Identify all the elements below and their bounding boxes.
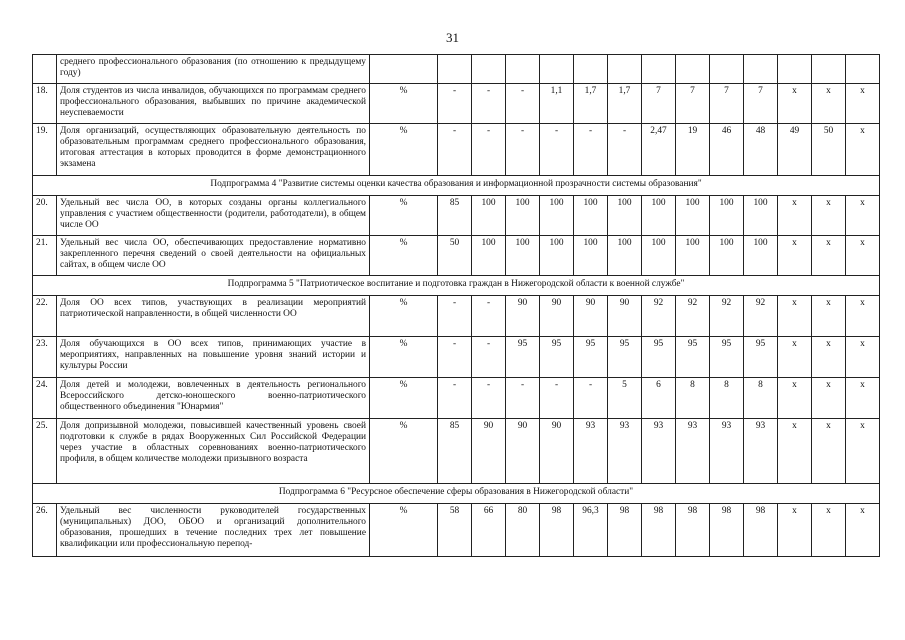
value-cell: - [574,378,608,419]
value-cell: 93 [676,419,710,484]
value-cell [574,55,608,84]
subprogram-heading: Подпрограмма 4 "Развитие системы оценки качества образования и информационной прозрачности системы образования" [33,176,880,196]
value-cell: 85 [438,196,472,236]
value-cell: 100 [710,236,744,276]
indicator-name: Доля организаций, осуществляющих образовательную деятельность по образовательным программам среднего профессионального образования, итоговая аттестация в которых проводится в форме демонстрационного экзамена [57,124,370,176]
unit-cell: % [370,236,438,276]
value-cell: 50 [812,124,846,176]
value-cell: 95 [744,337,778,378]
value-cell: 8 [744,378,778,419]
value-cell: 100 [574,196,608,236]
value-cell: х [846,84,880,124]
value-cell: х [812,504,846,557]
value-cell: - [472,337,506,378]
value-cell: - [472,84,506,124]
value-cell: х [778,419,812,484]
value-cell: х [812,419,846,484]
table-row [33,236,880,276]
table-row [33,419,880,484]
row-number: 19. [33,124,57,176]
value-cell: - [540,378,574,419]
row-number [33,55,57,84]
value-cell: 1,1 [540,84,574,124]
value-cell: 7 [676,84,710,124]
value-cell: 96,3 [574,504,608,557]
value-cell: х [812,84,846,124]
value-cell: х [846,236,880,276]
value-cell: 95 [676,337,710,378]
value-cell: х [812,236,846,276]
unit-cell: % [370,337,438,378]
indicator-table [32,54,880,557]
unit-cell [370,55,438,84]
row-number: 18. [33,84,57,124]
subprogram-heading-row [33,484,880,504]
value-cell: 2,47 [642,124,676,176]
value-cell: 58 [438,504,472,557]
value-cell: 100 [506,236,540,276]
value-cell: 100 [744,196,778,236]
value-cell [846,55,880,84]
indicator-name: среднего профессионального образования (по отношению к предыдущему году) [57,55,370,84]
value-cell: 100 [472,196,506,236]
value-cell [642,55,676,84]
row-number: 20. [33,196,57,236]
value-cell: х [812,337,846,378]
value-cell: 93 [744,419,778,484]
indicator-name: Доля студентов из числа инвалидов, обучающихся по программам среднего профессионального образования, выбывших по причине академической неуспеваемости [57,84,370,124]
table-row [33,378,880,419]
value-cell [506,55,540,84]
value-cell: 100 [472,236,506,276]
value-cell: 5 [608,378,642,419]
value-cell [438,55,472,84]
value-cell: - [438,378,472,419]
subprogram-heading: Подпрограмма 6 "Ресурсное обеспечение сферы образования в Нижегородской области" [33,484,880,504]
value-cell: х [846,196,880,236]
value-cell: 93 [608,419,642,484]
value-cell: 98 [676,504,710,557]
value-cell [778,55,812,84]
value-cell: 93 [710,419,744,484]
row-number: 26. [33,504,57,557]
row-number: 24. [33,378,57,419]
value-cell: - [506,84,540,124]
value-cell: 19 [676,124,710,176]
value-cell: - [506,378,540,419]
value-cell: - [540,124,574,176]
value-cell: 100 [642,236,676,276]
value-cell: 95 [642,337,676,378]
value-cell: 90 [540,419,574,484]
value-cell: 100 [710,196,744,236]
value-cell: х [846,378,880,419]
table-row [33,337,880,378]
value-cell: 90 [574,296,608,337]
unit-cell: % [370,196,438,236]
value-cell: 92 [710,296,744,337]
value-cell [540,55,574,84]
value-cell: 100 [676,236,710,276]
unit-cell: % [370,84,438,124]
row-number: 23. [33,337,57,378]
value-cell: 90 [506,419,540,484]
value-cell: - [438,124,472,176]
value-cell: 85 [438,419,472,484]
value-cell: 92 [676,296,710,337]
value-cell: х [846,124,880,176]
unit-cell: % [370,124,438,176]
subprogram-heading-row [33,276,880,296]
value-cell: 49 [778,124,812,176]
value-cell: 92 [642,296,676,337]
value-cell: - [438,296,472,337]
value-cell: 90 [472,419,506,484]
value-cell: - [438,337,472,378]
value-cell: - [472,378,506,419]
value-cell: 98 [710,504,744,557]
table-row [33,296,880,337]
value-cell: 1,7 [608,84,642,124]
table-row [33,55,880,84]
indicator-name: Удельный вес числа ОО, обеспечивающих предоставление нормативно закрепленного перечня сведений о своей деятельности на официальных сайтах, в общем числе ОО [57,236,370,276]
page-number: 31 [446,30,459,45]
indicator-name: Удельный вес числа ОО, в которых созданы органы коллегиального управления с участием общественности (родители, работодатели), в общем числе ОО [57,196,370,236]
value-cell: 98 [642,504,676,557]
indicator-name: Доля допризывной молодежи, повысившей качественный уровень своей подготовки к службе в рядах Вооруженных Сил Российской Федерации через участие в областных соревнованиях военно-патриотического профиля, в общем количестве молодежи призывного возраста [57,419,370,484]
value-cell: х [778,84,812,124]
row-number: 21. [33,236,57,276]
value-cell: 100 [574,236,608,276]
table-row [33,124,880,176]
value-cell: 95 [540,337,574,378]
indicator-name: Удельный вес численности руководителей государственных (муниципальных) ДОО, ОБОО и организаций дополнительного образования, прошедших в течение последних трех лет повышение квалификации или профессиональную перепод- [57,504,370,557]
value-cell: 100 [642,196,676,236]
value-cell: х [778,337,812,378]
value-cell: х [778,378,812,419]
value-cell: - [472,296,506,337]
value-cell: х [812,378,846,419]
value-cell: 95 [710,337,744,378]
value-cell: 6 [642,378,676,419]
value-cell: х [812,196,846,236]
value-cell: 48 [744,124,778,176]
value-cell [676,55,710,84]
subprogram-heading: Подпрограмма 5 "Патриотическое воспитание и подготовка граждан в Нижегородской области к военной службе" [33,276,880,296]
value-cell: х [846,296,880,337]
value-cell: 46 [710,124,744,176]
value-cell: 100 [540,196,574,236]
value-cell [710,55,744,84]
unit-cell: % [370,378,438,419]
value-cell: 92 [744,296,778,337]
value-cell: 98 [744,504,778,557]
value-cell: х [778,196,812,236]
table-row [33,196,880,236]
value-cell: 50 [438,236,472,276]
value-cell: 7 [642,84,676,124]
value-cell: 1,7 [574,84,608,124]
value-cell: 98 [540,504,574,557]
row-number: 25. [33,419,57,484]
value-cell: 90 [608,296,642,337]
value-cell: 95 [574,337,608,378]
value-cell: 95 [506,337,540,378]
value-cell: 95 [608,337,642,378]
value-cell: х [812,296,846,337]
subprogram-heading-row [33,176,880,196]
value-cell: х [846,504,880,557]
value-cell: - [472,124,506,176]
row-number: 22. [33,296,57,337]
value-cell [472,55,506,84]
unit-cell: % [370,296,438,337]
value-cell [744,55,778,84]
value-cell: 100 [608,196,642,236]
value-cell: 100 [608,236,642,276]
value-cell: х [846,419,880,484]
value-cell: - [438,84,472,124]
table-row [33,84,880,124]
value-cell: 7 [744,84,778,124]
value-cell: 100 [676,196,710,236]
value-cell [608,55,642,84]
value-cell: 80 [506,504,540,557]
value-cell: х [778,296,812,337]
value-cell: х [778,504,812,557]
value-cell: 7 [710,84,744,124]
value-cell: х [846,337,880,378]
value-cell: 100 [506,196,540,236]
value-cell: - [574,124,608,176]
unit-cell: % [370,419,438,484]
indicator-name: Доля обучающихся в ОО всех типов, принимающих участие в мероприятиях, направленных на повышение уровня знаний истории и культуры России [57,337,370,378]
value-cell: х [778,236,812,276]
table-row [33,504,880,557]
value-cell: 90 [540,296,574,337]
value-cell: - [506,124,540,176]
value-cell: - [608,124,642,176]
value-cell: 98 [608,504,642,557]
value-cell: 93 [642,419,676,484]
indicator-name: Доля ОО всех типов, участвующих в реализации мероприятий патриотической направленности, в общей численности ОО [57,296,370,337]
value-cell: 93 [574,419,608,484]
unit-cell: % [370,504,438,557]
value-cell: 100 [744,236,778,276]
value-cell: 66 [472,504,506,557]
value-cell: 8 [710,378,744,419]
value-cell [812,55,846,84]
indicator-name: Доля детей и молодежи, вовлеченных в деятельность регионального Всероссийского детско-юношеского военно-патриотического общественного объединения "Юнармия" [57,378,370,419]
value-cell: 100 [540,236,574,276]
value-cell: 90 [506,296,540,337]
value-cell: 8 [676,378,710,419]
